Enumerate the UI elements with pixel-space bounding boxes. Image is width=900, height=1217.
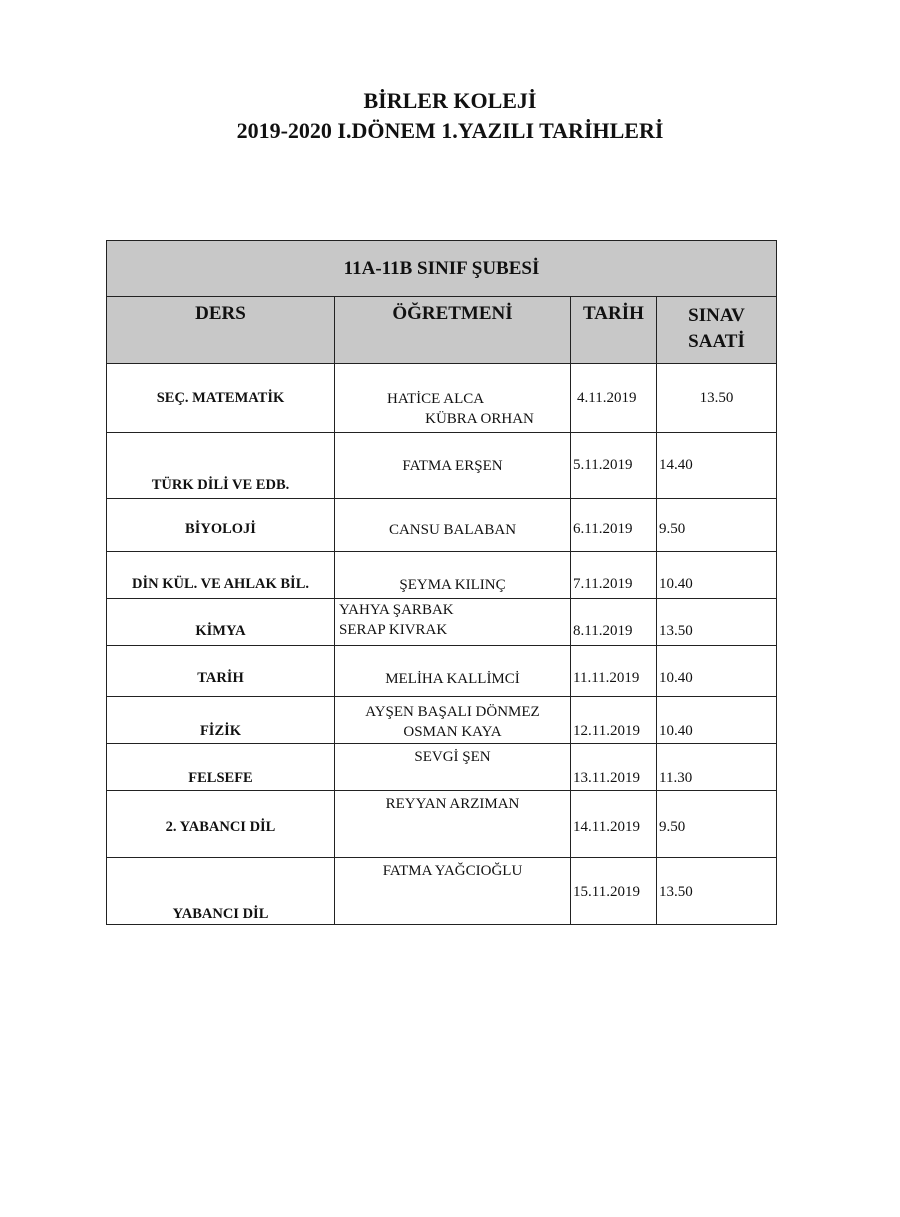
subject-name: TARİH: [197, 670, 244, 686]
exam-date: 14.11.2019: [573, 819, 640, 835]
teacher-name: CANSU BALABAN: [388, 522, 517, 538]
table-row: [107, 599, 777, 646]
date-cell: [571, 599, 657, 646]
teacher-cell: [335, 433, 571, 499]
teacher-cell: [335, 599, 571, 646]
section-title: 11A-11B SINIF ŞUBESİ: [107, 241, 777, 297]
date-cell: [571, 364, 657, 433]
exam-date: 11.11.2019: [573, 670, 640, 686]
teacher-name: MELİHA KALLİMCİ: [385, 671, 520, 687]
teacher-name: FATMA ERŞEN: [402, 458, 503, 474]
table-row: [107, 433, 777, 499]
teacher-name: SEVGİ ŞEN: [414, 749, 491, 765]
time-cell: [657, 697, 777, 744]
table-row: [107, 697, 777, 744]
teacher-cell: [335, 646, 571, 697]
teacher-cell: [335, 744, 571, 791]
date-cell: [571, 791, 657, 858]
teacher-name: KÜBRA ORHAN: [425, 411, 534, 427]
column-header-date: TARİH: [571, 297, 657, 364]
teacher-name: REYYAN ARZIMAN: [385, 796, 520, 812]
exam-date: 6.11.2019: [573, 521, 633, 537]
table-row: [107, 499, 777, 552]
date-cell: [571, 858, 657, 925]
exam-time: 13.50: [659, 884, 693, 900]
document-title: 2019-2020 I.DÖNEM 1.YAZILI TARİHLERİ: [236, 118, 664, 143]
table-row: [107, 646, 777, 697]
subject-cell: [107, 697, 335, 744]
exam-date: 8.11.2019: [573, 623, 633, 639]
subject-name: YABANCI DİL: [172, 906, 269, 922]
date-cell: [571, 744, 657, 791]
table-row: [107, 364, 777, 433]
table-row: [107, 858, 777, 925]
exam-time: 9.50: [659, 819, 686, 835]
exam-date: 5.11.2019: [573, 457, 633, 473]
date-cell: [571, 552, 657, 599]
table-row: [107, 744, 777, 791]
exam-time: 9.50: [659, 521, 686, 537]
column-header-time: SINAV SAATİ: [657, 297, 777, 364]
teacher-cell: [335, 364, 571, 433]
time-cell: [657, 599, 777, 646]
subject-name: TÜRK DİLİ VE EDB.: [151, 477, 290, 493]
teacher-name: ŞEYMA KILINÇ: [399, 577, 506, 593]
subject-cell: [107, 364, 335, 433]
subject-cell: [107, 858, 335, 925]
column-header-teacher: ÖĞRETMENİ: [335, 297, 571, 364]
time-cell: [657, 646, 777, 697]
subject-name: FELSEFE: [188, 770, 253, 786]
subject-name: KİMYA: [195, 623, 246, 639]
subject-cell: [107, 599, 335, 646]
subject-cell: [107, 499, 335, 552]
exam-date: 4.11.2019: [577, 390, 637, 406]
exam-time: 10.40: [659, 670, 693, 686]
exam-schedule-table: [106, 240, 777, 925]
date-cell: [571, 499, 657, 552]
column-header-subject: DERS: [107, 297, 335, 364]
subject-cell: [107, 552, 335, 599]
exam-date: 15.11.2019: [573, 884, 640, 900]
exam-time: 10.40: [659, 576, 693, 592]
exam-date: 12.11.2019: [573, 723, 640, 739]
date-cell: [571, 646, 657, 697]
teacher-cell: [335, 552, 571, 599]
time-cell: [657, 744, 777, 791]
subject-cell: [107, 433, 335, 499]
exam-time: 14.40: [659, 457, 693, 473]
date-cell: [571, 433, 657, 499]
teacher-cell: [335, 499, 571, 552]
teacher-name: HATİCE ALCA: [387, 391, 485, 407]
teacher-name: FATMA YAĞCIOĞLU: [382, 863, 523, 879]
date-cell: [571, 697, 657, 744]
subject-cell: [107, 791, 335, 858]
subject-cell: [107, 744, 335, 791]
teacher-cell: [335, 791, 571, 858]
table-row: [107, 791, 777, 858]
time-cell: [657, 364, 777, 433]
time-cell: [657, 858, 777, 925]
teacher-name: YAHYA ŞARBAK: [339, 602, 454, 618]
time-cell: [657, 499, 777, 552]
subject-cell: [107, 646, 335, 697]
exam-date: 7.11.2019: [573, 576, 633, 592]
school-name: BİRLER KOLEJİ: [363, 88, 537, 113]
time-cell: [657, 791, 777, 858]
exam-time: 10.40: [659, 723, 693, 739]
time-cell: [657, 552, 777, 599]
teacher-cell: [335, 858, 571, 925]
table-row: [107, 552, 777, 599]
subject-name: DİN KÜL. VE AHLAK BİL.: [132, 576, 309, 592]
subject-name: 2. YABANCI DİL: [165, 819, 276, 835]
teacher-cell: [335, 697, 571, 744]
subject-name: BİYOLOJİ: [185, 521, 256, 537]
subject-name: SEÇ. MATEMATİK: [156, 390, 285, 406]
teacher-name: OSMAN KAYA: [403, 724, 502, 740]
exam-date: 13.11.2019: [573, 770, 640, 786]
subject-name: FİZİK: [199, 723, 242, 739]
teacher-name: AYŞEN BAŞALI DÖNMEZ: [365, 704, 540, 720]
time-cell: [657, 433, 777, 499]
exam-time: 11.30: [659, 770, 693, 786]
exam-time: 13.50: [699, 390, 734, 406]
exam-time: 13.50: [659, 623, 693, 639]
teacher-name: SERAP KIVRAK: [339, 622, 448, 638]
